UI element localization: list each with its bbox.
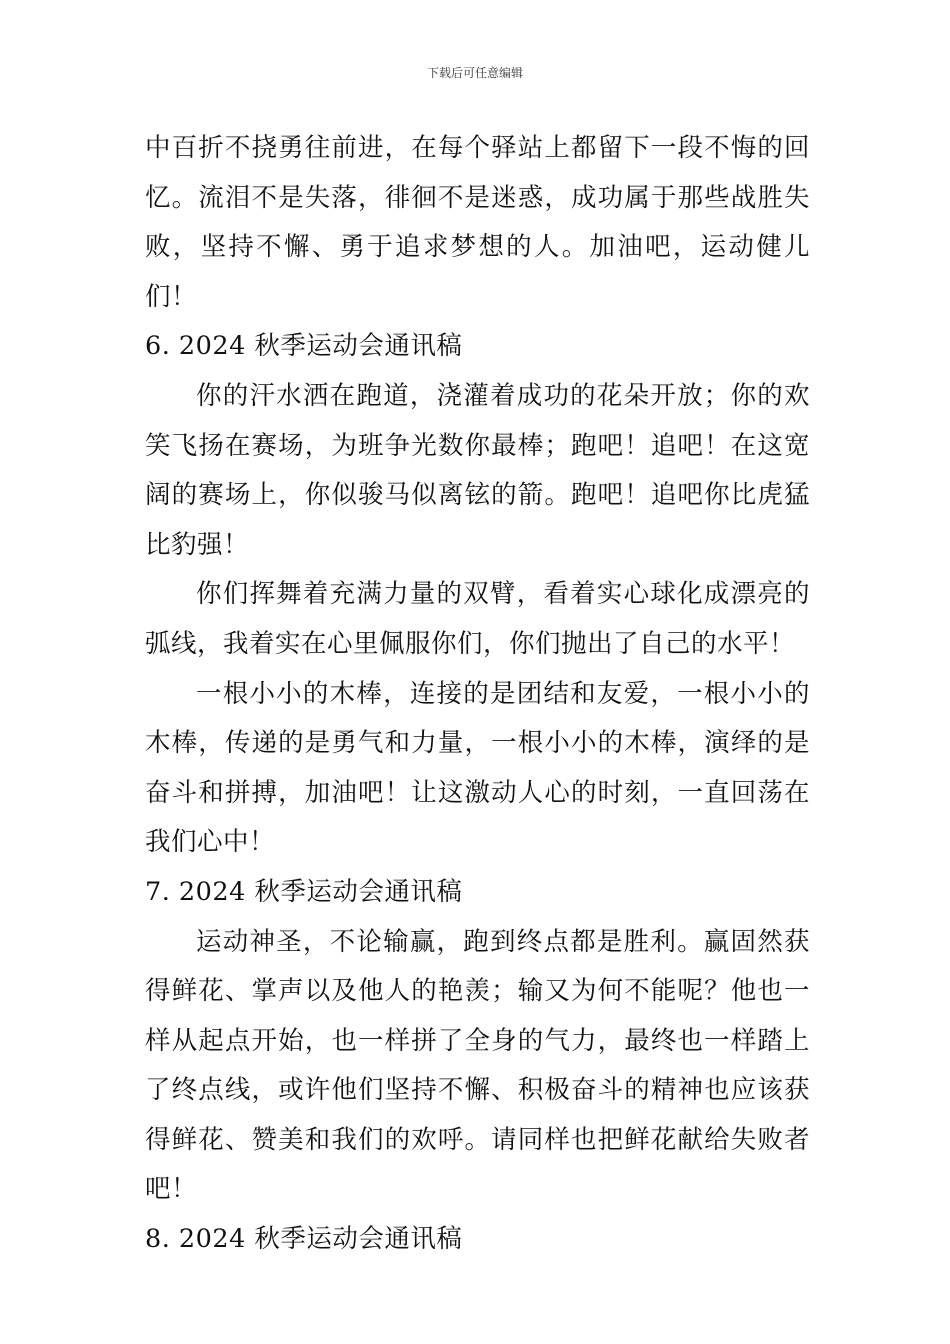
- paragraph-continued: 中百折不挠勇往前进，在每个驿站上都留下一段不悔的回忆。流泪不是失落，徘徊不是迷惑，成功属于那些战胜失败，坚持不懈、勇于追求梦想的人。加油吧，运动健儿们！: [145, 133, 810, 312]
- paragraph-relay-baton: 一根小小的木棒，连接的是团结和友爱，一根小小的木棒，传递的是勇气和力量，一根小小的木棒，演绎的是奋斗和拼搏，加油吧！让这激动人心的时刻，一直回荡在我们心中！: [145, 678, 810, 858]
- paragraph-shot-put: 你们挥舞着充满力量的双臂，看着实心球化成漂亮的弧线，我着实在心里佩服你们，你们抛出了自己的水平！: [145, 579, 810, 659]
- section-heading-6: 6. 2024 秋季运动会通讯稿: [145, 331, 463, 362]
- section-heading-7: 7. 2024 秋季运动会通讯稿: [145, 876, 463, 907]
- section-heading-8: 8. 2024 秋季运动会通讯稿: [145, 1224, 463, 1255]
- paragraph-sport-sacred: 运动神圣，不论输赢，跑到终点都是胜利。赢固然获得鲜花、掌声以及他人的艳羡；输又为何不能呢？他也一样从起点开始，也一样拼了全身的气力，最终也一样踏上了终点线，或许他们坚持不懈、积极奋斗的精神也应该获得鲜花、赞美和我们的欢呼。请同样也把鲜花献给失败者吧！: [145, 926, 810, 1205]
- document-body: [145, 124, 810, 1265]
- paragraph-sweat-track: 你的汗水洒在跑道，浇灌着成功的花朵开放；你的欢笑飞扬在赛场，为班争光数你最棒；跑吧！追吧！在这宽阔的赛场上，你似骏马似离铉的箭。跑吧！追吧你比虎猛比豹强！: [145, 380, 810, 560]
- page-header-note: 下载后可任意编辑: [426, 66, 523, 80]
